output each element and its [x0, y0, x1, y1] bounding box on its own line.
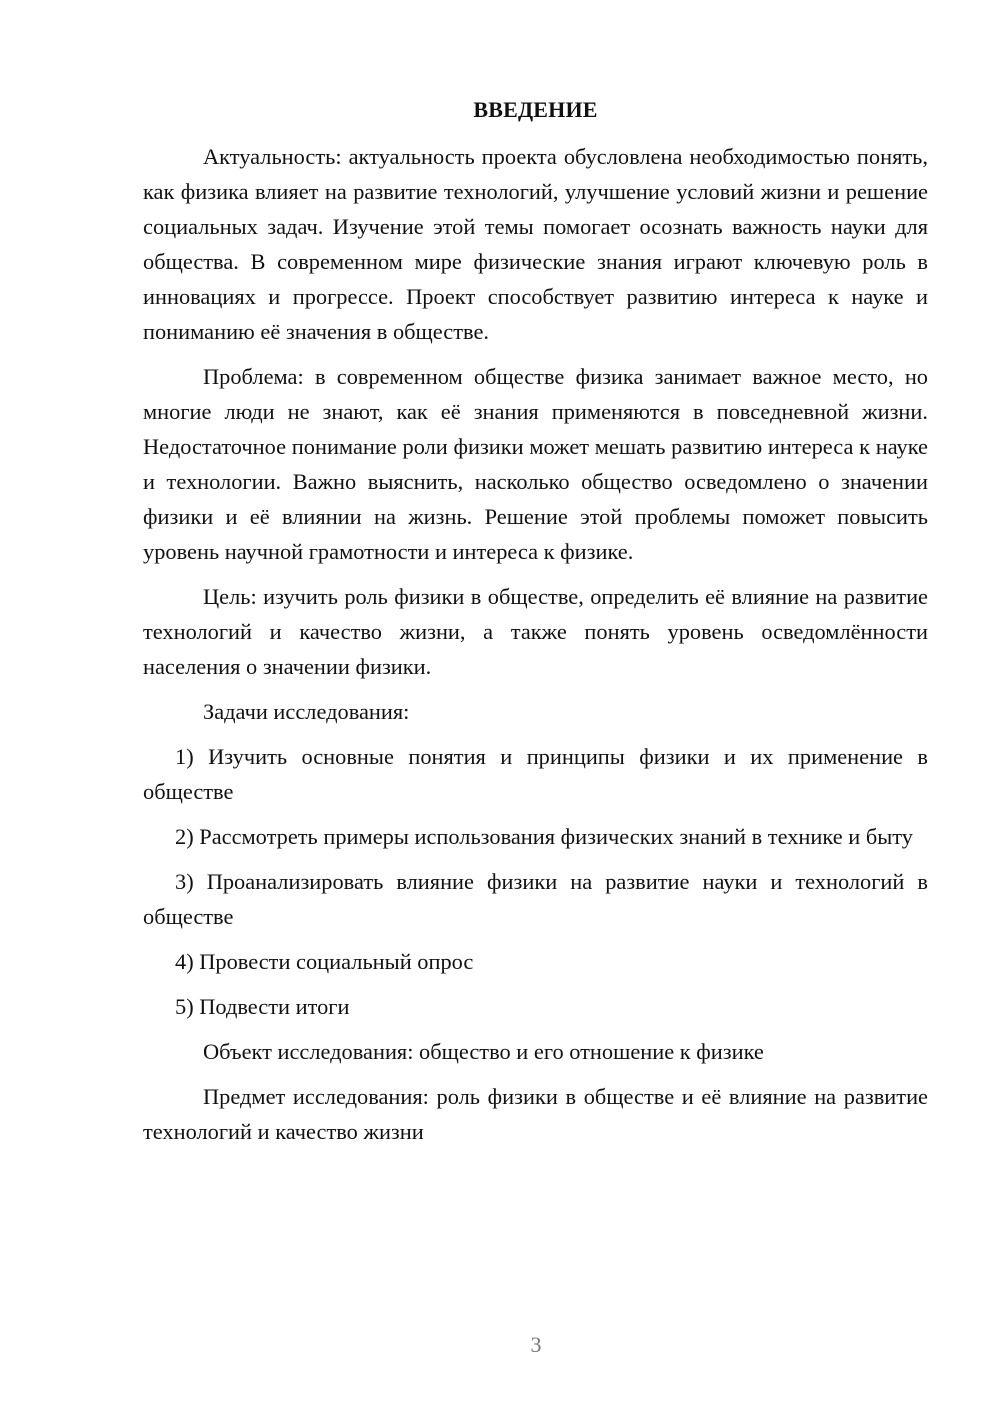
list-item: 5) Подвести итоги	[175, 994, 350, 1019]
list-item: 4) Провести социальный опрос	[175, 949, 474, 974]
page-number: 3	[530, 1332, 542, 1357]
list-item: 3) Проанализировать влияние физики на развитие науки и технологий в обществе	[143, 869, 928, 929]
list-item: 1) Изучить основные понятия и принципы физики и их применение в обществе	[143, 744, 928, 804]
paragraph-goal: Цель: изучить роль физики в обществе, определить её влияние на развитие технологий и качество жизни, а также понять уровень осведомлённости населения о значении физики.	[143, 584, 928, 679]
section-title: ВВЕДЕНИЕ	[473, 97, 598, 122]
paragraph-research-object: Объект исследования: общество и его отношение к физике	[203, 1039, 764, 1064]
paragraph-problem: Проблема: в современном обществе физика занимает важное место, но многие люди не знают, как её знания применяются в повседневной жизни. Недостаточное понимание роли физики может мешать развитию интереса к науке и технологии. Важно выяснить, насколько общество осведомлено о значении физики и её влиянии на жизнь. Решение этой проблемы поможет повысить уровень научной грамотности и интереса к физике.	[143, 364, 928, 564]
tasks-list	[143, 739, 928, 1024]
tasks-heading: Задачи исследования:	[203, 699, 410, 724]
paragraph-research-subject: Предмет исследования: роль физики в обществе и её влияние на развитие технологий и качество жизни	[143, 1084, 928, 1144]
list-item: 2) Рассмотреть примеры использования физических знаний в технике и быту	[175, 824, 913, 849]
paragraph-relevance: Актуальность: актуальность проекта обусловлена необходимостью понять, как физика влияет на развитие технологий, улучшение условий жизни и решение социальных задач. Изучение этой темы помогает осознать важность науки для общества. В современном мире физические знания играют ключевую роль в инновациях и прогрессе. Проект способствует развитию интереса к науке и пониманию её значения в обществе.	[143, 144, 928, 344]
page-content	[143, 92, 928, 1159]
